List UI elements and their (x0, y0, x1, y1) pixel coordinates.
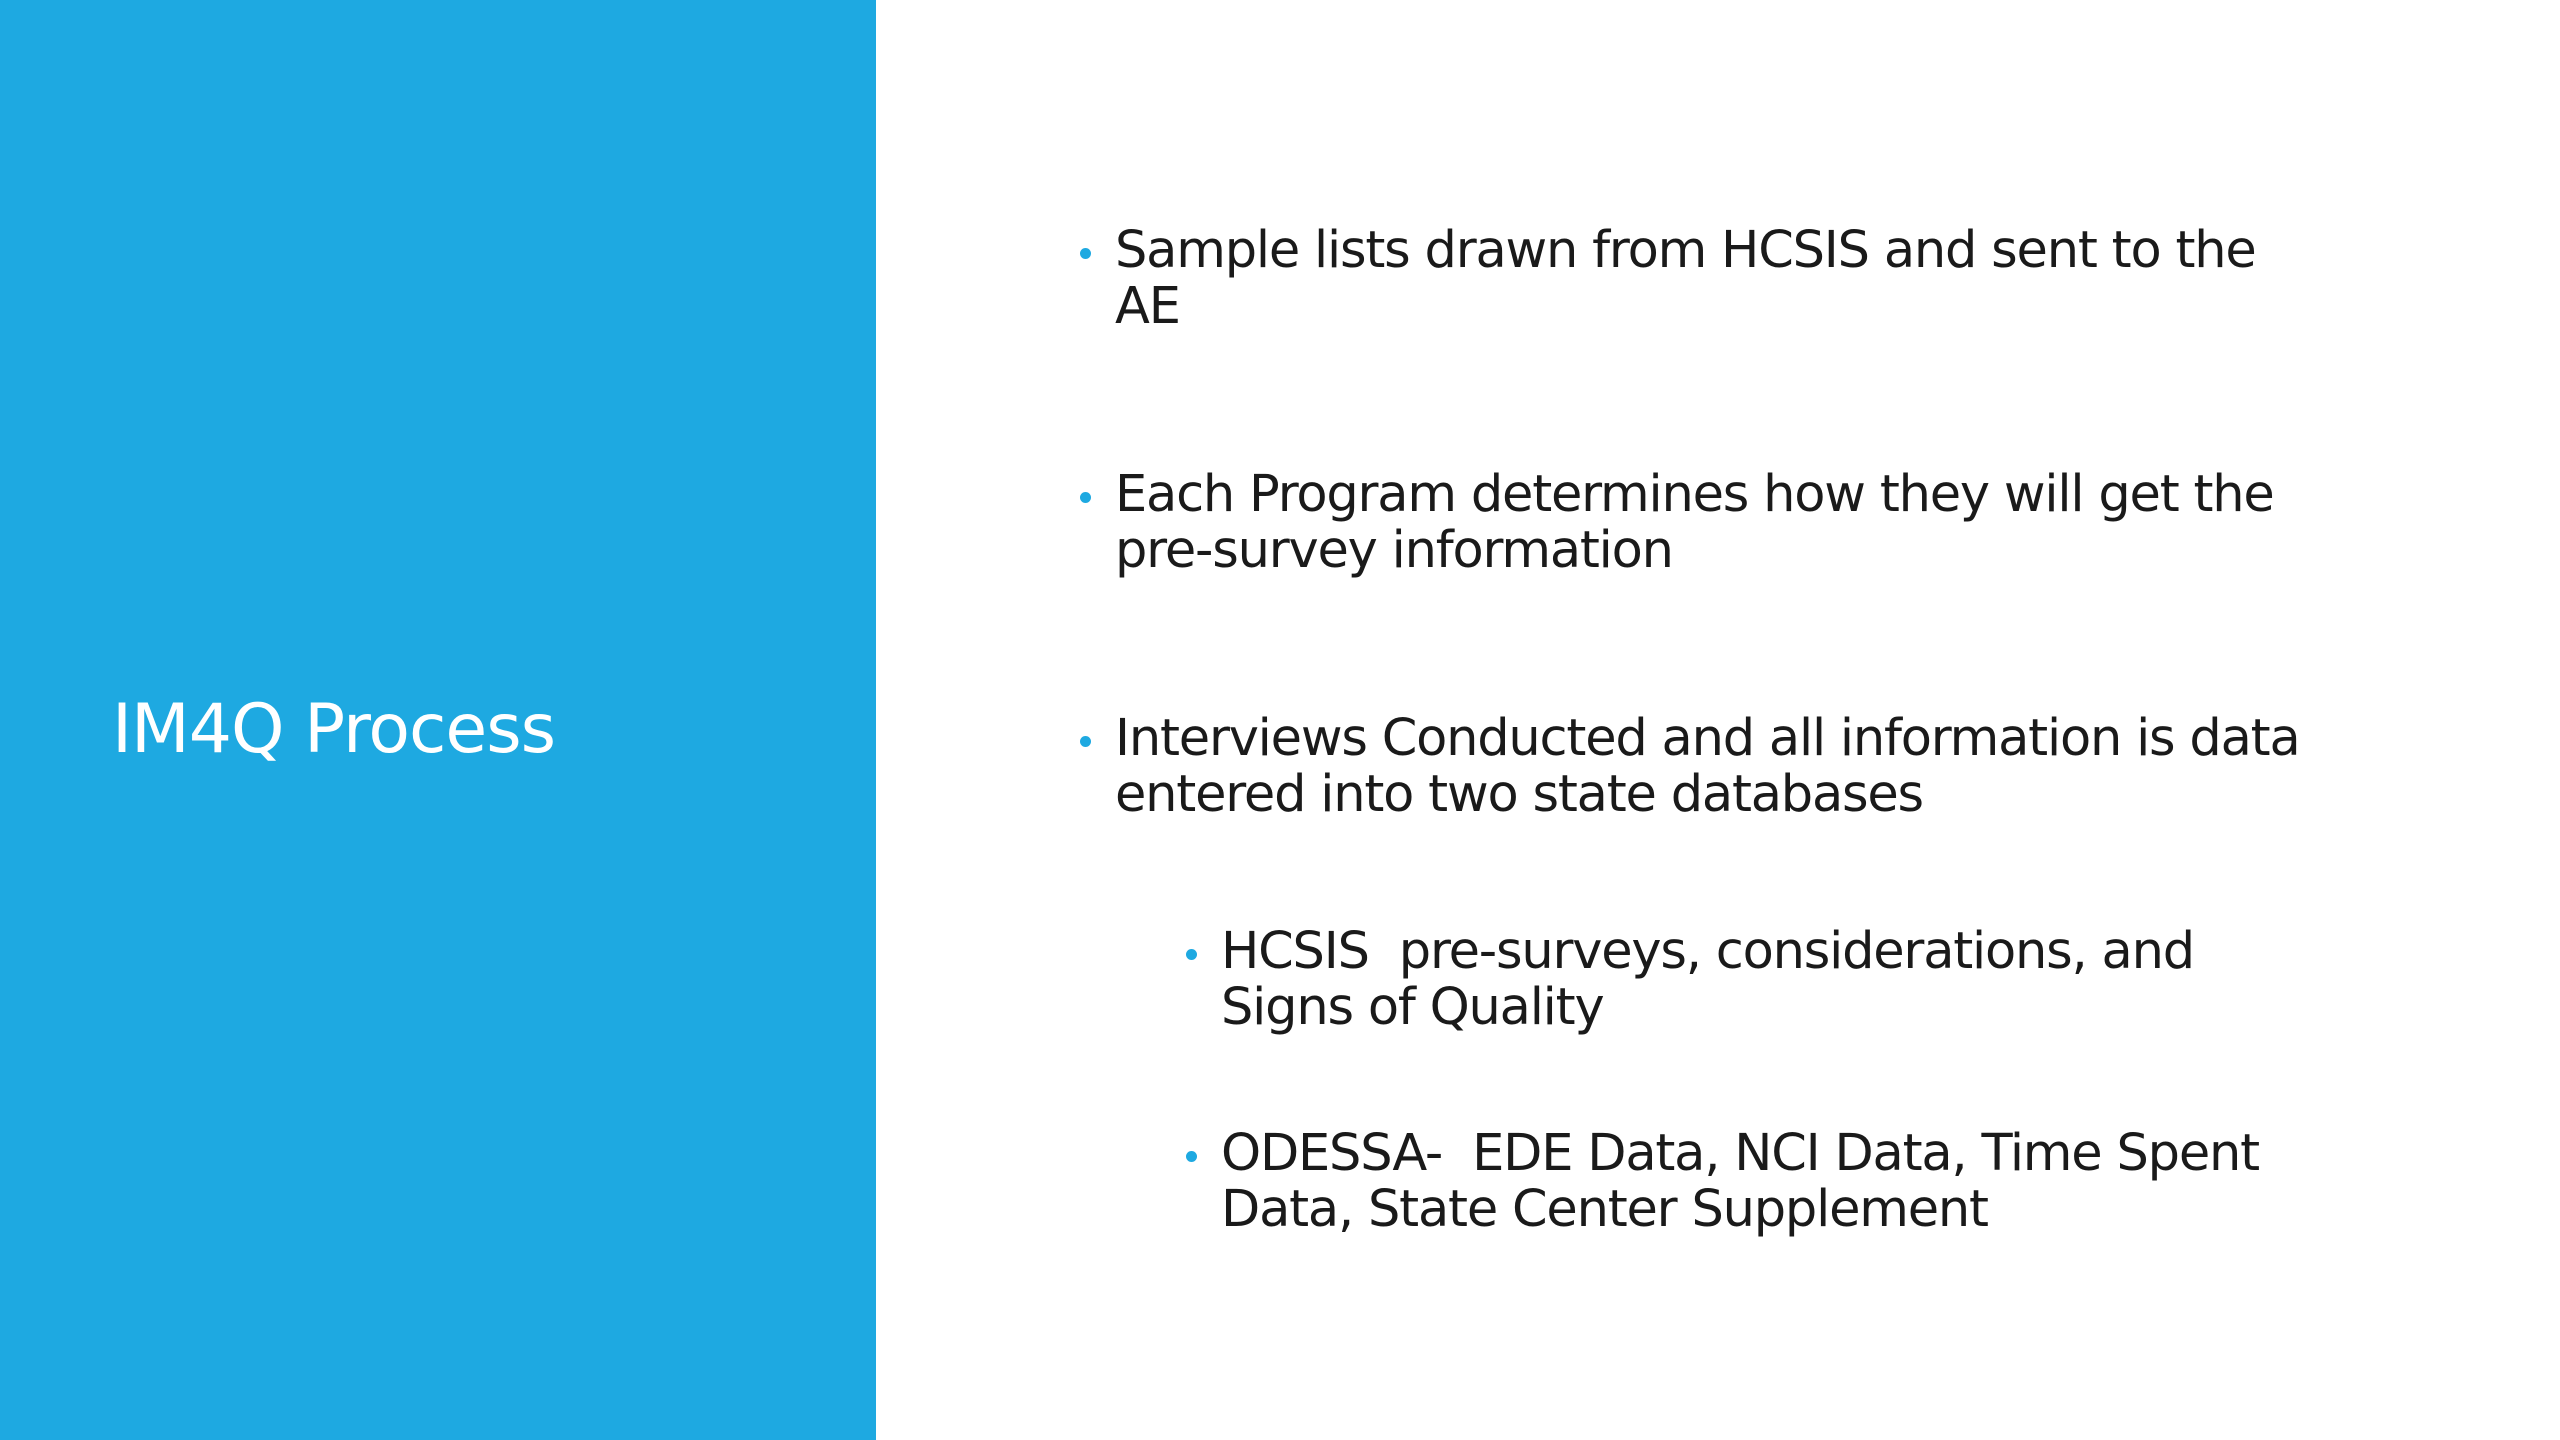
bullet-text (1115, 711, 2300, 823)
bullet-line: ODESSA- EDE Data, NCI Data, Time Spent (1221, 1124, 2259, 1183)
bullet-line: Data, State Center Supplement (1221, 1180, 1988, 1239)
sub-bullet-item (1186, 1126, 2346, 1238)
bullet-text (1221, 1126, 2259, 1238)
bullet-item (1080, 223, 2330, 335)
bullet-line: entered into two state databases (1115, 765, 1923, 824)
bullet-marker-icon (1080, 736, 1091, 747)
bullet-line: Signs of Quality (1221, 978, 1604, 1037)
bullet-marker-icon (1080, 492, 1091, 503)
bullet-line: Interviews Conducted and all information is data (1115, 709, 2300, 768)
bullet-text (1115, 223, 2256, 335)
bullet-text (1115, 467, 2274, 579)
bullet-line: pre-survey information (1115, 521, 1673, 580)
bullet-marker-icon (1080, 248, 1091, 259)
bullet-item (1080, 711, 2330, 823)
bullet-marker-icon (1186, 949, 1197, 960)
bullet-list (1080, 0, 2420, 1440)
bullet-line: HCSIS pre-surveys, considerations, and (1221, 922, 2194, 981)
bullet-text (1221, 924, 2194, 1036)
bullet-line: AE (1115, 277, 1180, 336)
title-panel (0, 0, 876, 1440)
sub-bullet-item (1186, 924, 2346, 1036)
slide-title: IM4Q Process (112, 690, 556, 769)
bullet-line: Sample lists drawn from HCSIS and sent to the (1115, 221, 2256, 280)
bullet-line: Each Program determines how they will get the (1115, 465, 2274, 524)
bullet-item (1080, 467, 2330, 579)
bullet-marker-icon (1186, 1151, 1197, 1162)
